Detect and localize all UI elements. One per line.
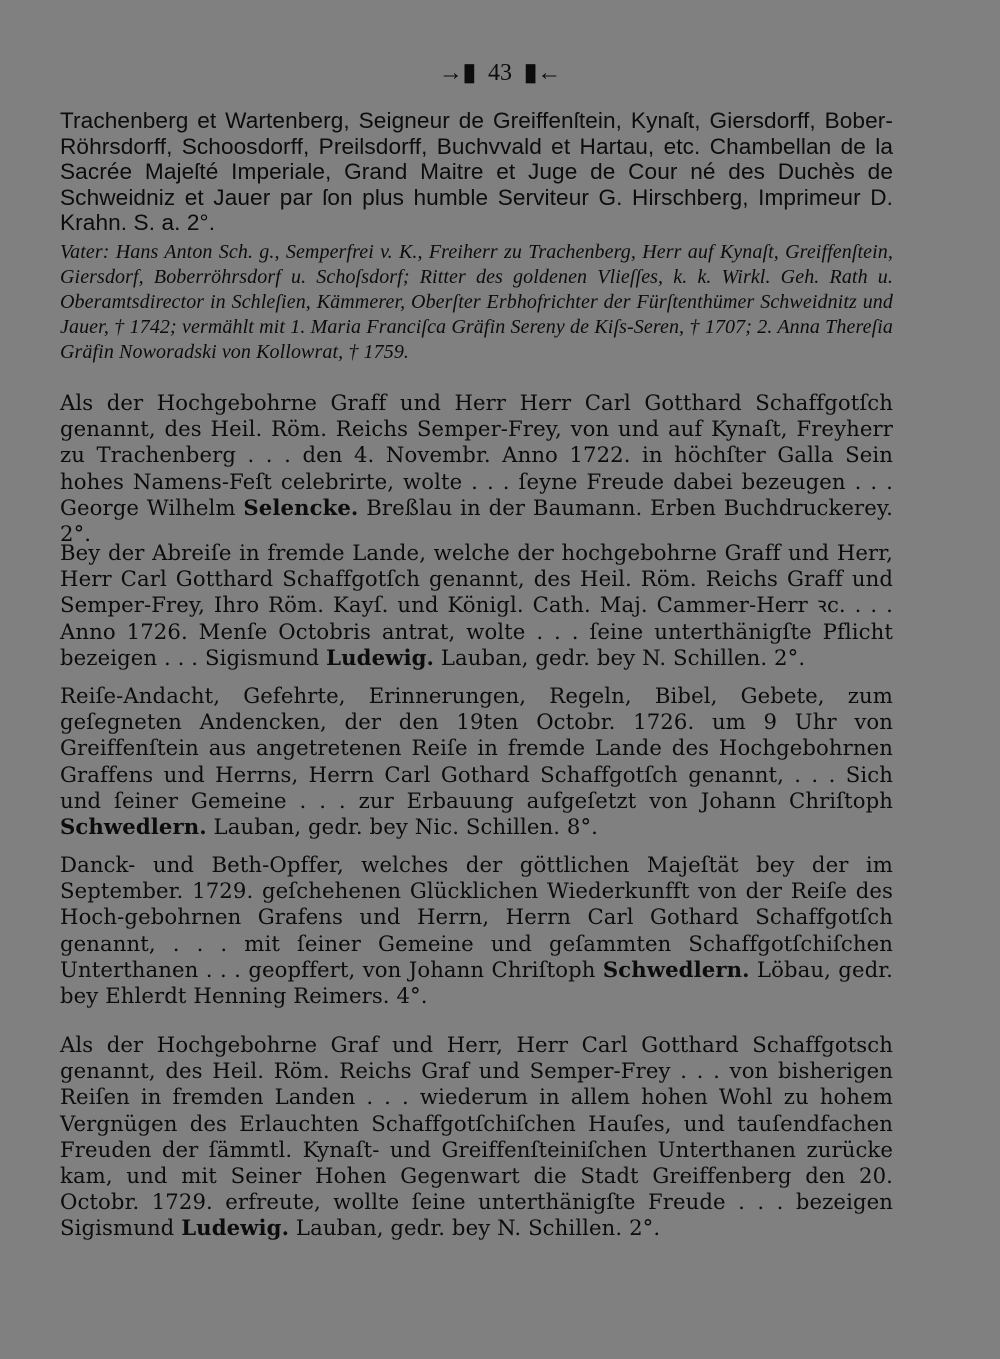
entry-imprint: Lauban, gedr. bey N. Schillen. 2°. xyxy=(434,644,806,670)
author-name: Schwedlern. xyxy=(602,956,750,982)
page-number: 43 xyxy=(488,60,512,86)
entry-text: Als der Hochgebohrne Graf und Herr, Herr Carl Gotthard Schaffgotsch genannt, des Heil. Röm. Reichs Graf und Semper-Frey . . . von bisherigen Reiſen in fremden Landen . . . wiederum in allem hohen Wohl zu hohem Vergnügen des Erlauchten Schaffgotſchiſchen Hauſes, und tauſendfachen Freuden der ſämmtl. Kynaſt- und Greiffenſteiniſchen Unterthanen zurücke kam, und mit Seiner Hohen Gegenwart die Stadt Greiffenberg den 20. Octobr. 1729. erfreute, wollte ſeine unterthänigſte Freude . . . bezeigen Sigismund xyxy=(60,1032,893,1241)
right-ornament: ▮← xyxy=(524,60,562,86)
entry-text: Als der Hochgebohrne Graff und Herr Herr Carl Gotthard Schaffgotſch genannt, des Heil. Röm. Reichs Semper-Frey, von und auf Kynaſt, Freyherr zu Trachenberg . . . den 4. Novembr. Anno 1722. in höchſter Galla Sein hohes Namens-Feſt celebrirte, wolte . . . ſeyne Freude dabei bezeugen . . . George Wilhelm xyxy=(60,390,893,520)
entry-text: Reiſe-Andacht, Gefehrte, Erinnerungen, Regeln, Bibel, Gebete, zum geſegneten Andencken, der den 19ten Octobr. 1726. um 9 Uhr von Greiffenſtein aus angetretenen Reiſe in fremde Lande des Hochgebohrnen Graffens und Herrns, Herrn Carl Gothard Schaffgotſch genannt, . . . Sich und ſeiner Gemeine . . . zur Erbauung aufgeſetzt von Johann Chriſtoph xyxy=(60,683,893,813)
entry-imprint: Breßlau in der Baumann. Erben Buchdruckerey. 2°. xyxy=(60,494,893,547)
entry-text: Danck- und Beth-Opffer, welches der göttlichen Majeſtät bey der im September. 1729. geſchehenen Glücklichen Wiederkunfft von der Reiſe des Hoch-gebohrnen Grafens und Herrn, Herrn Carl Gothard Schaffgotſch genannt, . . . mit ſeiner Gemeine und geſammten Schaffgotſchiſchen Unterthanen . . . geopffert, von Johann Chriſtoph xyxy=(60,852,893,982)
entry-text: Bey der Abreiſe in fremde Lande, welche der hochgebohrne Graff und Herr, Herr Carl Gotthard Schaffgotſch genannt, des Heil. Röm. Reichs Graff und Semper-Frey, Ihro Röm. Kayſ. und Königl. Cath. Maj. Cammer-Herr ꝛc. . . . Anno 1726. Menſe Octobris antrat, wolte . . . ſeine unterthänigſte Pflicht bezeigen . . . Sigismund xyxy=(60,540,893,670)
entry-selencke xyxy=(60,390,893,547)
page-header xyxy=(0,58,1000,87)
entry-imprint: Löbau, gedr. bey Ehlerdt Henning Reimers. 4°. xyxy=(60,956,893,1009)
entry-imprint: Lauban, gedr. bey N. Schillen. 2°. xyxy=(289,1215,661,1241)
entry-ludewig-1726 xyxy=(60,540,893,671)
entry-continuation: Trachenberg et Wartenberg, Seigneur de Greiffenſtein, Kynaſt, Giersdorff, Bober-Röhrsdorff, Schoosdorff, Preilsdorff, Buchvvald et Hartau, etc. Chambellan de la Sacrée Majeſté Imperiale, Grand Maitre et Juge de Cour né des Duchès de Schweidniz et Jauer par ſon plus humble Serviteur G. Hirschberg, Imprimeur D. Krahn. S. a. 2°. xyxy=(60,108,893,236)
entry-schwedlern-1729 xyxy=(60,852,893,1009)
entry-imprint: Lauban, gedr. bey Nic. Schillen. 8°. xyxy=(206,814,599,840)
entry-ludewig-1729 xyxy=(60,1032,893,1242)
author-name: Ludewig. xyxy=(181,1215,290,1241)
author-name: Schwedlern. xyxy=(60,814,207,840)
entry-note-vater: Vater: Hans Anton Sch. g., Semperfrei v. K., Freiherr zu Trachenberg, Herr auf Kynaſt, Greiffenſtein, Giersdorf, Boberröhrsdorf u. Schoſsdorf; Ritter des goldenen Vlieſſes, k. k. Wirkl. Geh. Rath u. Oberamtsdirector in Schleſien, Kämmerer, Oberſter Erbhofrichter der Fürſtenthümer Schweidnitz und Jauer, † 1742; vermählt mit 1. Maria Franciſca Gräfin Sereny de Kiſs-Seren, † 1707; 2. Anna Thereſia Gräfin Noworadski von Kollowrat, † 1759. xyxy=(60,241,893,363)
author-name: Selencke. xyxy=(243,494,359,520)
author-name: Ludewig. xyxy=(326,644,435,670)
entry-schwedlern-1726 xyxy=(60,683,893,840)
left-ornament: →▮ xyxy=(438,60,476,86)
